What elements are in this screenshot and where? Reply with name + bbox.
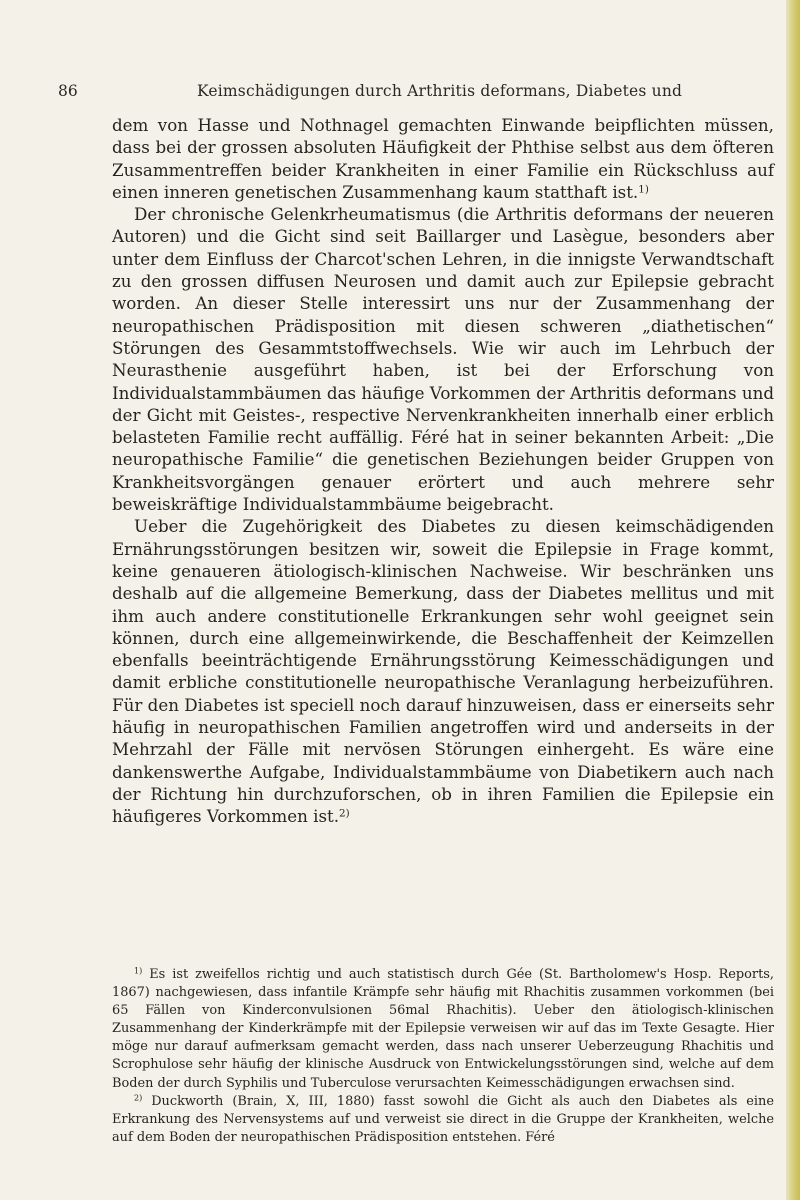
paragraph-diabetes: Ueber die Zugehörigkeit des Diabetes zu diesen keimschädigenden Ernährungsstörungen besitzen wir, soweit die Epilepsie in Frage kommt, keine genaueren ätiologisch-klinischen Nachweise. Wir beschränken uns deshalb auf die allgemeine Bemerkung, dass der Diabetes mellitus und mit ihm auch andere constitutionelle Erkrankungen sehr wohl geeignet sein können, durch eine allgemeinwirkende, die Beschaffenheit der Keimzellen ebenfalls beeinträchtigende Ernährungsstörung Keimesschädigungen und damit erbliche constitutionelle neuropathische Veranlagung herbeizuführen. Für den Diabetes ist speciell noch darauf hinzuweisen, dass er einerseits sehr häufig in neuropathischen Familien angetroffen wird und anderseits in der Mehrzahl der Fälle mit nervösen Störungen einhergeht. Es wäre eine dankenswerthe Aufgabe, Individualstammbäume von Diabetikern auch nach der Richtung hin durchzuforschen, ob in ihren Familien die Epilepsie ein häufigeres Vorkommen ist.$^{2)}$ bbox=[112, 516, 774, 827]
page-edge bbox=[786, 0, 800, 1200]
running-title: Keimschädigungen durch Arthritis deformans, Diabetes und bbox=[197, 82, 683, 100]
paragraph-continued: dem von Hasse und Nothnagel gemachten Einwande beipflichten müssen, dass bei der grossen absoluten Häufigkeit der Phthise selbst aus dem öfteren Zusammentreffen beider Krankheiten in einer Familie ein Rückschluss auf einen inneren genetischen Zusammenhang kaum statthaft ist.$^{1)}$ bbox=[112, 115, 774, 202]
footnote-ref-2: 2) bbox=[339, 807, 350, 820]
footnote-1: $^{1)}$ Es ist zweifellos richtig und auch statistisch durch Gée (St. Bartholomew's Hosp. Reports, 1867) nachgewiesen, dass infantile Krämpfe sehr häufig mit Rhachitis zusammen vorkommen (bei 65 Fällen von Kinderconvulsionen 56mal Rhachitis). Ueber den ätiologisch-klinischen Zusammenhang der Kinderkrämpfe mit der Epilepsie verweisen wir auf das im Texte Gesagte. Hier möge nur darauf aufmerksam gemacht werden, dass nach unserer Ueberzeugung Rhachitis und Scrophulose sehr häufig der klinische Ausdruck von Entwickelungsstörungen sind, welche auf dem Boden der durch Syphilis und Tuberculose verursachten Keimesschädigungen erwachsen sind. bbox=[112, 966, 774, 1091]
main-text bbox=[112, 114, 774, 828]
page-number: 86 bbox=[58, 82, 78, 100]
footnote-ref-1: 1) bbox=[638, 183, 649, 196]
footnote-mark-2: 2) bbox=[134, 1093, 143, 1103]
page-header bbox=[58, 82, 758, 106]
footnote-2: $^{2)}$ Duckworth (Brain, X, III, 1880) fasst sowohl die Gicht als auch den Diabetes als eine Erkrankung des Nervensystems auf und verweist sie direct in die Gruppe der Krankheiten, welche auf dem Boden der neuropathischen Prädisposition entstehen. Féré bbox=[112, 1093, 774, 1145]
footnotes bbox=[112, 966, 774, 1147]
paragraph-arthritis: Der chronische Gelenkrheumatismus (die Arthritis deformans der neueren Autoren) und die Gicht sind seit Baillarger und Lasègue, besonders aber unter dem Einfluss der Charcot'schen Lehren, in die innigste Verwandtschaft zu den grossen diffusen Neurosen und damit auch zur Epilepsie gebracht worden. An dieser Stelle interessirt uns nur der Zusammenhang der neuropathischen Prädisposition mit diesen schweren „diathetischen“ Störungen des Gesammtstoffwechsels. Wie wir auch im Lehrbuch der Neurasthenie ausgeführt haben, ist bei der Erforschung von Individualstammbäumen das häufige Vorkommen der Arthritis deformans und der Gicht mit Geistes-, respective Nervenkrankheiten innerhalb einer erblich belasteten Familie recht auffällig. Féré hat in seiner bekannten Arbeit: „Die neuropathische Familie“ die genetischen Beziehungen beider Gruppen von Krankheitsvorgängen genauer erörtert und auch mehrere sehr beweiskräftige Individualstammbäume beigebracht. bbox=[112, 204, 774, 515]
footnote-mark-1: 1) bbox=[134, 966, 143, 976]
